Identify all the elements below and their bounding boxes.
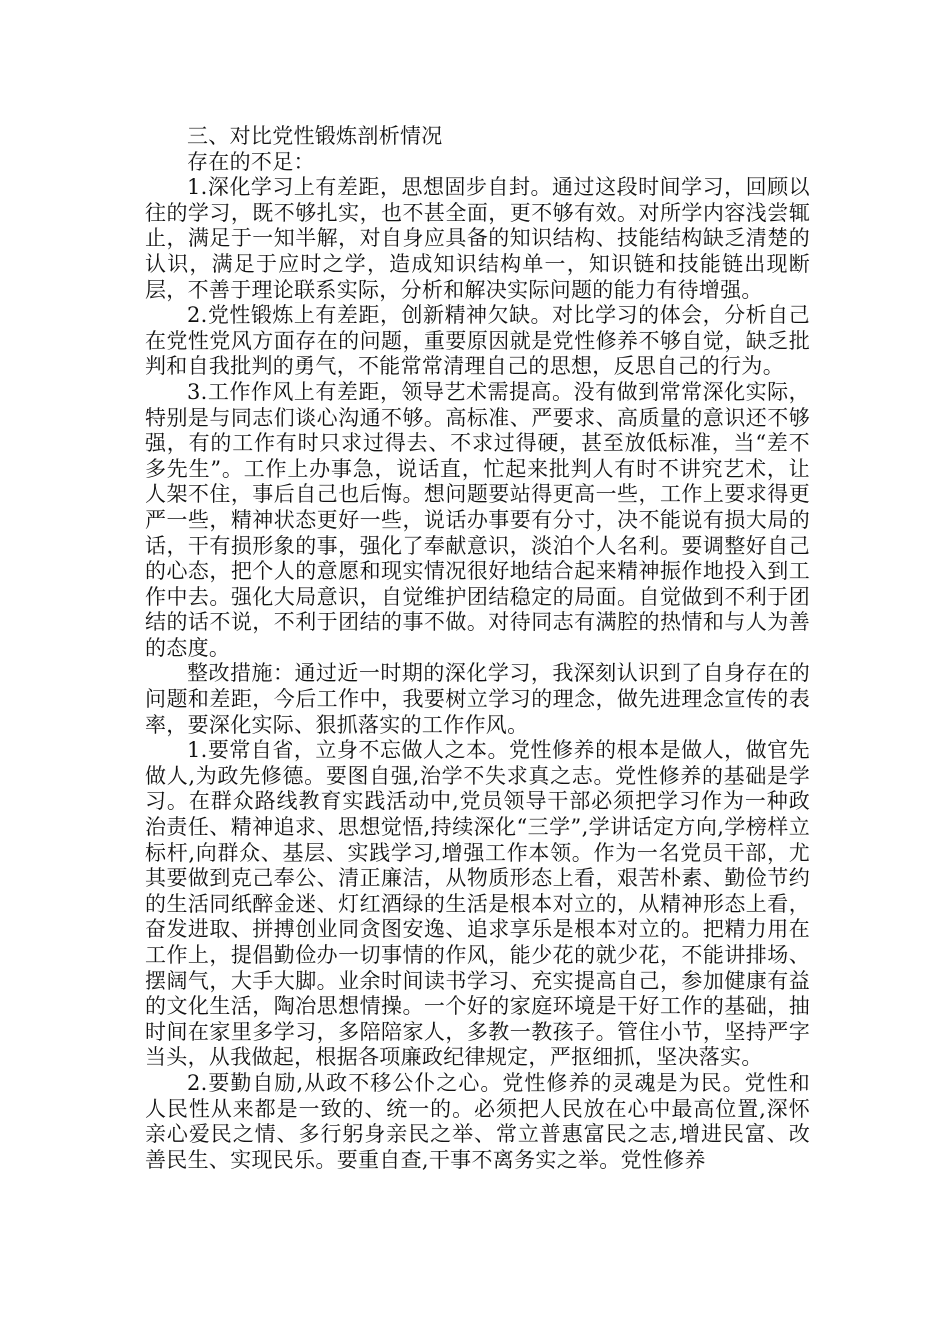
section-heading: 三、对比党性锻炼剖析情况: [187, 124, 443, 148]
paragraph-shortcoming-3: 3.工作作风上有差距，领导艺术需提高。没有做到常常深化实际，特别是与同志们谈心沟通不够。高标准、严要求、高质量的意识还不够强，有的工作有时只求过得去、不求过得硬，甚至放低标准，当“差不多先生”。工作上办事急，说话直，忙起来批判人有时不讲究艺术，让人架不住，事后自己也后悔。想问题要站得更高一些，工作上要求得更严一些，精神状态更好一些，说话办事要有分寸，决不能说有损大局的话，干有损形象的事，强化了奉献意识，淡泊个人名利。要调整好自己的心态，把个人的意愿和现实情况很好地结合起来精神振作地投入到工作中去。强化大局意识，自觉维护团结稳定的局面。自觉做到不利于团结的话不说，不利于团结的事不做。对待同志有满腔的热情和与人为善的态度。: [145, 379, 810, 660]
paragraph-measure-1: 1.要常自省，立身不忘做人之本。党性修养的根本是做人，做官先做人,为政先修德。要图自强,治学不失求真之志。党性修养的基础是学习。在群众路线教育实践活动中,党员领导干部必须把学习作为一种政治责任、精神追求、思想觉悟,持续深化“三学”,学讲话定方向,学榜样立标杆,向群众、基层、实践学习,增强工作本领。作为一名党员干部，尤其要做到克己奉公、清正廉洁，从物质形态上看，艰苦朴素、勤俭节约的生活同纸醉金迷、灯红酒绿的生活是根本对立的，从精神形态上看，奋发进取、拼搏创业同贪图安逸、追求享乐是根本对立的。把精力用在工作上，提倡勤俭办一切事情的作风，能少花的就少花，不能讲排场、摆阔气，大手大脚。业余时间读书学习、充实提高自己，参加健康有益的文化生活，陶冶思想情操。一个好的家庭环境是干好工作的基础，抽时间在家里多学习，多陪陪家人，多教一教孩子。管住小节，坚持严字当头，从我做起，根据各项廉政纪律规定，严抠细抓，坚决落实。: [145, 738, 810, 1070]
paragraph-shortcoming-2: 2.党性锻炼上有差距，创新精神欠缺。对比学习的体会，分析自己在党性党风方面存在的问题，重要原因就是党性修养不够自觉，缺乏批判和自我批判的勇气，不能常常清理自己的思想，反思自己的行为。: [145, 303, 810, 379]
document-body: [145, 124, 810, 1173]
paragraph-measure-2: 2.要勤自励,从政不移公仆之心。党性修养的灵魂是为民。党性和人民性从来都是一致的、统一的。必须把人民放在心中最高位置,深怀亲心爱民之情、多行躬身亲民之举、常立普惠富民之志,增进民富、改善民生、实现民乐。要重自查,干事不离务实之举。党性修养: [145, 1070, 810, 1172]
subheading-shortcomings: 存在的不足：: [187, 149, 315, 174]
paragraph-shortcoming-1: 1.深化学习上有差距，思想固步自封。通过这段时间学习，回顾以往的学习，既不够扎实，也不甚全面，更不够有效。对所学内容浅尝辄止，满足于一知半解，对自身应具备的知识结构、技能结构缺乏清楚的认识，满足于应时之学，造成知识结构单一，知识链和技能链出现断层，不善于理论联系实际，分析和解决实际问题的能力有待增强。: [145, 175, 810, 302]
paragraph-rectification-intro: 整改措施：通过近一时期的深化学习，我深刻认识到了自身存在的问题和差距，今后工作中，我要树立学习的理念，做先进理念宣传的表率，要深化实际、狠抓落实的工作作风。: [145, 661, 810, 737]
